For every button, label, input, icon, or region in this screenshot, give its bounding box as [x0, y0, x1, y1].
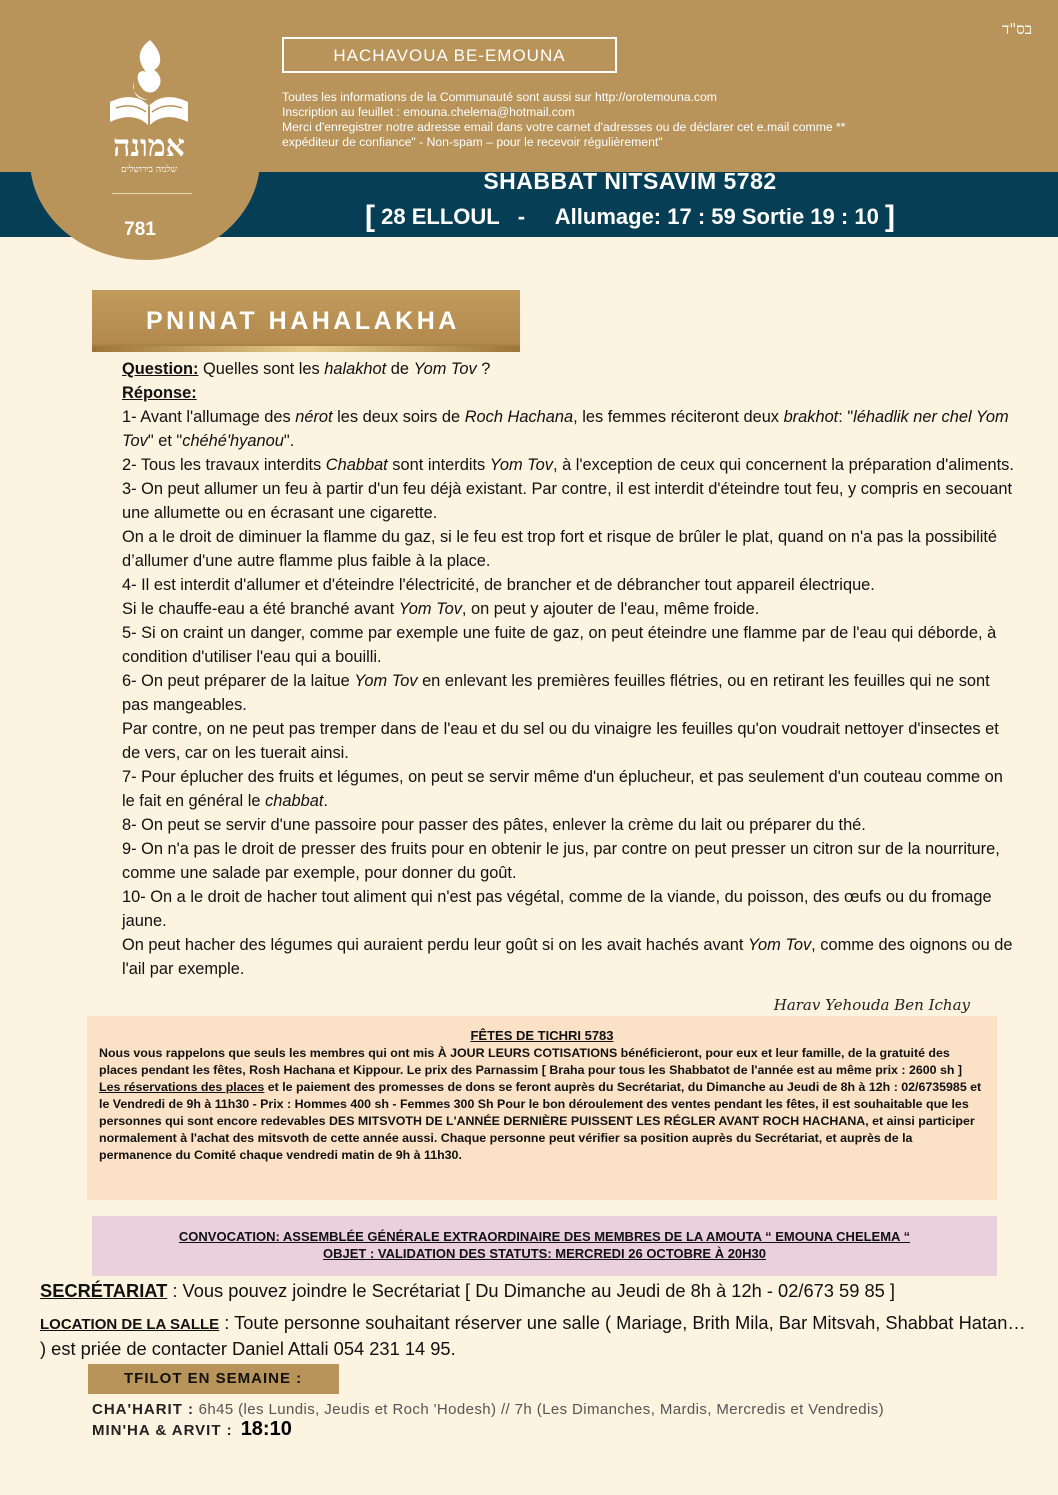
text-run: 2- Tous les travaux interdits	[122, 456, 326, 474]
text-run: brakhot	[783, 408, 839, 426]
question-label: Question:	[122, 360, 199, 378]
text-run: ".	[283, 432, 295, 450]
convocation-box	[92, 1216, 997, 1276]
halakha-item: Par contre, on ne peut pas tremper dans de l'eau et du sel ou du vinaigre les feuilles qu'on voudrait nettoyer d'insectes et de vers, car on les tuerait ainsi.	[122, 720, 999, 762]
bracket-open: [	[365, 200, 376, 233]
text-run: On peut hacher des légumes qui auraient perdu leur goût si on les avait hachés avant	[122, 936, 748, 954]
chaharit-label: CHA'HARIT :	[92, 1401, 195, 1418]
text-run: halakhot	[324, 360, 387, 378]
secretariat-line	[40, 1279, 1030, 1303]
fetes-box	[87, 1016, 997, 1200]
answer-label	[122, 381, 1017, 405]
location-line	[40, 1311, 1030, 1361]
shabbat-title: SHABBAT NITSAVIM 5782	[483, 168, 777, 194]
rabbi-signature: Harav Yehouda Ben Ichay	[773, 996, 970, 1014]
text-run: , les femmes réciteront deux	[573, 408, 784, 426]
text-run: 6- On peut préparer de la laitue	[122, 672, 355, 690]
text-run: .	[323, 792, 328, 810]
halakha-item: 8- On peut se servir d'une passoire pour passer des pâtes, enlever la crème du lait ou préparer du thé.	[122, 816, 866, 834]
header-info	[282, 90, 982, 150]
text-run: 1- Avant l'allumage des	[122, 408, 296, 426]
halakha-item	[122, 669, 1017, 717]
info-line: Toutes les informations de la Communauté sont aussi sur http://orotemouna.com	[282, 90, 717, 104]
bsd-mark: בס"ד	[1002, 20, 1032, 38]
tfilot-heading: TFILOT EN SEMAINE :	[88, 1364, 339, 1394]
logo-subtitle: שלמה בירושלים	[121, 165, 177, 175]
halakha-item: 5- Si on craint un danger, comme par exemple une fuite de gaz, on peut éteindre une flamme par de l'eau qui déborde, à condition d'utiliser l'eau qui a bouilli.	[122, 624, 997, 666]
halakha-item: 10- On a le droit de hacher tout aliment qui n'est pas végétal, comme de la viande, du poisson, des œufs ou du fromage jaune.	[122, 888, 992, 930]
text-run: , à l'exception de ceux qui concernent la préparation d'aliments.	[552, 456, 1014, 474]
text-run: chéhé'hyanou	[182, 432, 284, 450]
book-flame-icon	[104, 38, 194, 130]
location-label: LOCATION DE LA SALLE	[40, 1316, 220, 1333]
info-line: Merci d'enregistrer notre adresse email dans votre carnet d'adresses ou de déclarer cet e.mail comme **	[282, 120, 846, 134]
chaharit-line	[92, 1401, 1052, 1418]
text-run: Yom Tov	[413, 360, 477, 378]
chaharit-times: 6h45 (les Lundis, Jeudis et Roch 'Hodesh) // 7h (Les Dimanches, Mardis, Mercredis et Vendredis)	[194, 1401, 884, 1418]
convocation-line: CONVOCATION: ASSEMBLÉE GÉNÉRALE EXTRAORDINAIRE DES MEMBRES DE LA AMOUTA “ EMOUNA CHELEMA “	[178, 1229, 911, 1244]
text-run: ?	[476, 360, 491, 378]
logo-hebrew: אמונה	[113, 129, 185, 164]
bracket-close: ]	[884, 200, 895, 233]
halakha-item	[122, 933, 1017, 981]
text-run: chabbat	[265, 792, 324, 810]
newsletter-title: HACHAVOUA BE-EMOUNA	[282, 37, 617, 73]
text-run: : "	[838, 408, 854, 426]
candle-times: Allumage: 17 : 59 Sortie 19 : 10	[554, 204, 879, 229]
halakha-item	[122, 453, 1017, 477]
shabbat-times	[340, 200, 920, 234]
halakha-item: 9- On n'a pas le droit de presser des fruits pour en obtenir le jus, par contre on peut presser un citron sur de la nourriture, comme une salade par exemple, pour donner du goût.	[122, 840, 1000, 882]
text-run: 7- Pour éplucher des fruits et légumes, on peut se servir même d'un éplucheur, et pas seulement d'un couteau comme on le fait en général le	[122, 768, 1003, 810]
text-run: de	[386, 360, 414, 378]
hebrew-date: 28 ELLOUL	[381, 204, 500, 229]
secretariat-label: SECRÉTARIAT	[40, 1280, 168, 1301]
halakha-item: On a le droit de diminuer la flamme du gaz, si le feu est trop fort et risque de brûler le plat, quand on n'a pas la possibilité d’allumer d'une autre flamme plus faible à la place.	[122, 528, 998, 570]
halakha-item	[122, 765, 1017, 813]
convocation-object: OBJET : VALIDATION DES STATUTS: MERCREDI 26 OCTOBRE À 20H30	[322, 1246, 766, 1261]
text-run: Réponse:	[122, 384, 197, 402]
text-run: nérot	[295, 408, 333, 426]
text-run: Si le chauffe-eau a été branché avant	[122, 600, 399, 618]
text-run: Nous vous rappelons que seuls les membres qui ont mis À JOUR LEURS COTISATIONS bénéficieront, pour eux et leur famille, de la gratuité des places pendant les fêtes, Rosh Hachana et Kippour. Le prix des Parnassim [ Braha pour tous les Shabbatot de l'année est au même prix : 2600 sh ]	[99, 1046, 962, 1077]
text-run: Chabbat	[325, 456, 388, 474]
issue-number: 781	[124, 219, 156, 240]
text-run: , comme des oignons ou de l'ail par exemple.	[122, 936, 1013, 978]
text-run: Yom Tov	[354, 672, 418, 690]
date-dash: -	[517, 204, 526, 229]
text-run: et le paiement des promesses de dons se feront auprès du Secrétariat, du Dimanche au Jeudi de 8h à 12h : 02/6735985 et le Vendredi de 9h à 11h30 - Prix : Hommes 400 sh - Femmes 300 Sh Pour le bon déroulement des ventes pendant les fêtes, il est souhaitable que les personnes qui sont encore redevables DES MITSVOTH DE L'ANNÉE DERNIÈRE PUISSENT LES RÉGLER AVANT ROCH HACHANA, et ainsi participer normalement à l'achat des mitsvoth de cette année aussi. Chaque personne peut vérifier sa position auprès du Secrétariat, et auprès de la permanence du Comité chaque vendredi matin de 9h à 11h30.	[99, 1080, 982, 1162]
minha-line	[92, 1418, 492, 1441]
info-line: expéditeur de confiance" - Non-spam – pour le recevoir régulièrement"	[282, 135, 663, 149]
secretariat-text: : Vous pouvez joindre le Secrétariat [ Du Dimanche au Jeudi de 8h à 12h - 02/673 59 85 ]	[167, 1280, 895, 1301]
text-run: sont interdits	[387, 456, 490, 474]
minha-label: MIN'HA & ARVIT :	[92, 1422, 233, 1439]
fetes-title: FÊTES DE TICHRI 5783	[470, 1028, 614, 1043]
issue-divider	[112, 193, 192, 194]
logo	[104, 38, 194, 178]
text-run: les deux soirs de	[332, 408, 465, 426]
text-run: léhadlik ner chel Yom Tov	[122, 408, 1009, 450]
halakha-text	[122, 357, 1017, 981]
fetes-body	[99, 1045, 985, 1164]
text-run: Yom Tov	[489, 456, 553, 474]
question	[122, 357, 1017, 381]
minha-time: 18:10	[240, 1418, 292, 1440]
text-run: Quelles sont les	[198, 360, 325, 378]
halakha-item	[122, 597, 1017, 621]
location-text: : Toute personne souhaitant réserver une salle ( Mariage, Brith Mila, Bar Mitsvah, Shabbat Hatan… ) est priée de contacter Daniel Attali 054 231 14 95.	[40, 1312, 1026, 1359]
reservation-text: Les réservations des places	[99, 1080, 265, 1094]
halakha-item: 4- Il est interdit d'allumer et d'éteindre l'électricité, de brancher et de débrancher tout appareil électrique.	[122, 576, 875, 594]
text-run: Yom Tov	[398, 600, 462, 618]
text-run: Yom Tov	[747, 936, 812, 954]
info-line: Inscription au feuillet : emouna.chelema@hotmail.com	[282, 105, 575, 119]
halakha-item: 3- On peut allumer un feu à partir d'un feu déjà existant. Par contre, il est interdit d'éteindre tout feu, y compris en secouant une allumette ou en écrasant une cigarette.	[122, 480, 1013, 522]
text-run: " et "	[147, 432, 183, 450]
text-run: Roch Hachana	[464, 408, 574, 426]
text-run: , on peut y ajouter de l'eau, même froide.	[461, 600, 760, 618]
pninat-heading: PNINAT HAHALAKHA	[92, 290, 520, 352]
halakha-item	[122, 405, 1017, 453]
text-run: en enlevant les premières feuilles flétries, ou en retirant les feuilles qui ne sont pas mangeables.	[122, 672, 990, 714]
